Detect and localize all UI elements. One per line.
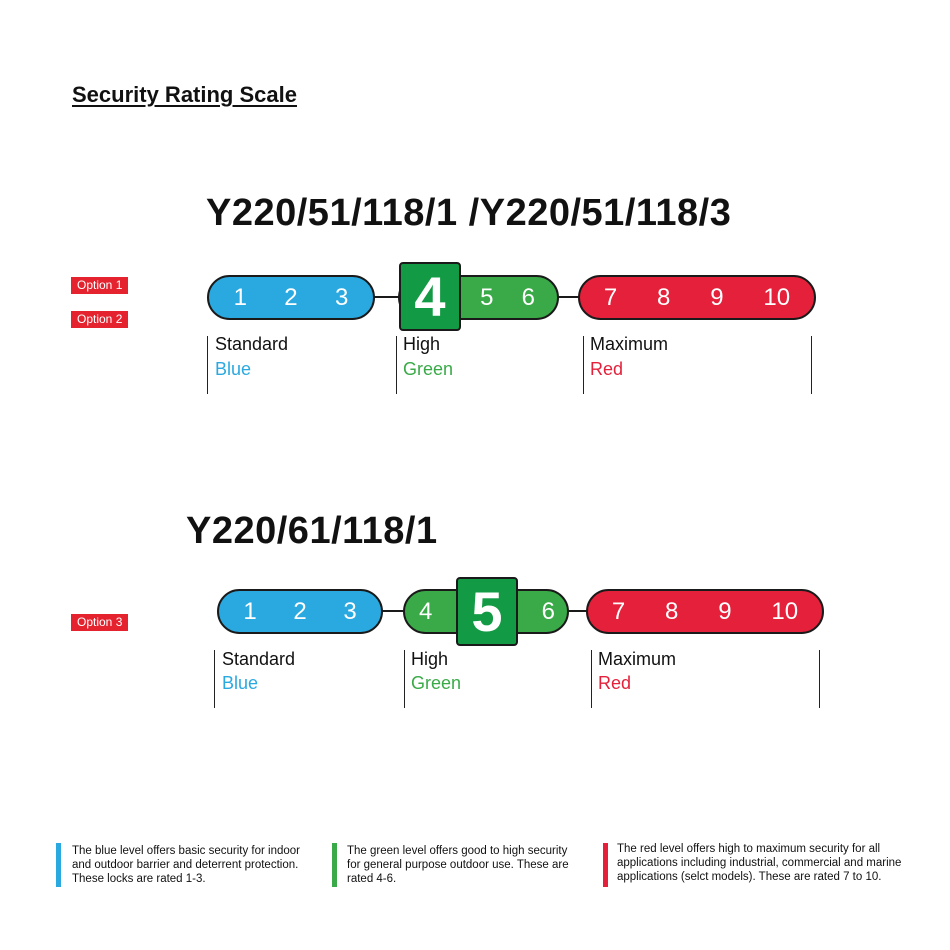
rating-2: 2 xyxy=(284,283,298,311)
rating-10: 10 xyxy=(763,283,791,311)
legend-red-text: The red level offers high to maximum security for all applications including industrial, commercial and marine applications (selct models). These are rated 7 to 10. xyxy=(617,843,902,883)
level-high-color: Green xyxy=(403,359,454,379)
blue-segment xyxy=(217,589,383,634)
rating-1: 1 xyxy=(233,283,247,311)
rating-9: 9 xyxy=(710,283,724,311)
model-heading-2: Y220/61/118/1 xyxy=(186,510,438,552)
level-standard: Standard xyxy=(215,334,289,354)
rating-3: 3 xyxy=(334,283,349,311)
level-high: High xyxy=(411,649,449,669)
highlight-badge: 5 xyxy=(456,577,518,646)
tick xyxy=(404,650,405,708)
rating-1: 1 xyxy=(243,597,257,625)
level-standard-color: Blue xyxy=(215,359,252,379)
level-maximum: Maximum xyxy=(590,334,669,354)
option-tag-2: Option 2 xyxy=(71,311,128,328)
level-maximum-color: Red xyxy=(598,673,632,693)
option-tag-1: Option 1 xyxy=(71,277,128,294)
legend-green-bar xyxy=(332,843,337,887)
level-high: High xyxy=(403,334,441,354)
rating-5: 5 xyxy=(480,283,494,311)
legend-green-text: The green level offers good to high security for general purpose outdoor use. These are rated 4-6. xyxy=(347,845,569,885)
rating-4: 4 xyxy=(419,597,433,625)
rating-8: 8 xyxy=(665,597,679,625)
rating-9: 9 xyxy=(718,597,732,625)
legend-blue-bar xyxy=(56,843,61,887)
rating-6: 6 xyxy=(521,283,535,311)
option-tag-3: Option 3 xyxy=(71,614,128,631)
legend-blue-text: The blue level offers basic security for indoor and outdoor barrier and deterrent protection. These locks are rated 1-3. xyxy=(72,845,300,885)
model-heading-1: Y220/51/118/1 /Y220/51/118/3 xyxy=(206,192,732,234)
rating-8: 8 xyxy=(657,283,671,311)
rating-2: 2 xyxy=(293,597,307,625)
tick xyxy=(214,650,215,708)
level-standard: Standard xyxy=(222,649,296,669)
rating-7: 7 xyxy=(611,597,626,625)
connector xyxy=(566,610,588,612)
rating-6: 6 xyxy=(541,597,555,625)
legend-red-bar xyxy=(603,843,608,887)
rating-7: 7 xyxy=(603,283,618,311)
rating-10: 10 xyxy=(771,597,799,625)
page-title: Security Rating Scale xyxy=(72,82,297,107)
red-segment xyxy=(586,589,824,634)
level-maximum: Maximum xyxy=(598,649,677,669)
level-maximum-color: Red xyxy=(590,359,624,379)
level-high-color: Green xyxy=(411,673,462,693)
tick xyxy=(819,650,820,708)
tick xyxy=(591,650,592,708)
rating-3: 3 xyxy=(343,597,357,625)
level-standard-color: Blue xyxy=(222,673,259,693)
highlight-badge: 4 xyxy=(399,262,461,331)
